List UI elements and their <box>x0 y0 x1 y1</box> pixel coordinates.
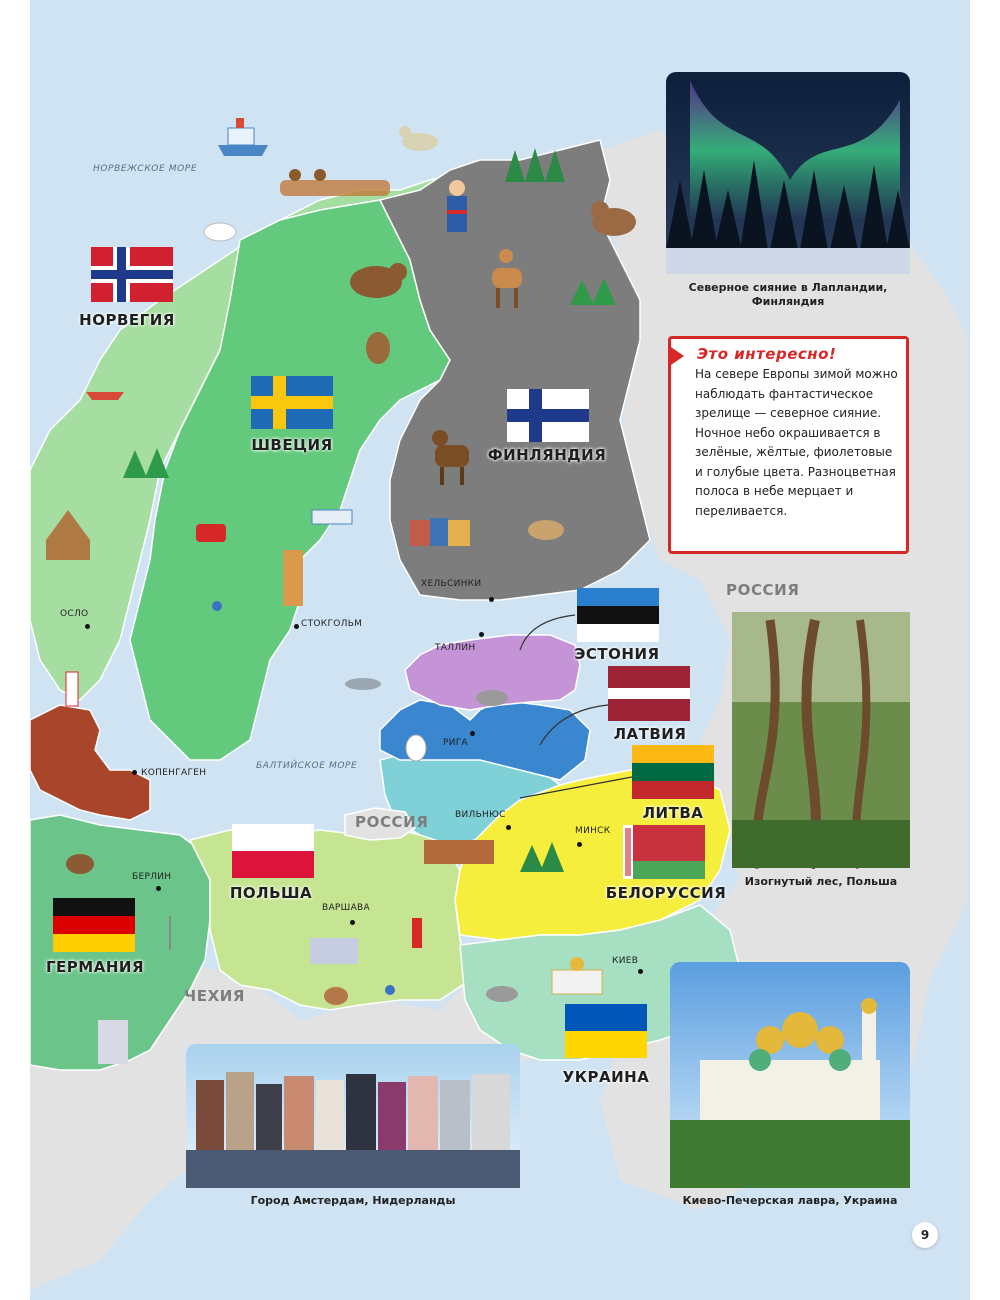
ukraine-flag <box>565 1004 647 1058</box>
country-label-sweden: ШВЕЦИЯ <box>251 436 333 454</box>
city-label-oslo: ОСЛО <box>60 609 89 619</box>
caption-lavra: Киево-Печерская лавра, Украина <box>682 1194 898 1207</box>
city-label-tallinn: ТАЛЛИН <box>435 643 476 653</box>
photo-lavra <box>670 962 910 1188</box>
city-label-riga: РИГА <box>443 738 469 748</box>
latvia-flag <box>608 666 690 721</box>
city-label-minsk: МИНСК <box>575 826 611 836</box>
folk-dancer-illustration <box>412 918 422 948</box>
city-dot-stockholm <box>294 624 299 629</box>
caption-forest: Изогнутый лес, Польша <box>744 875 898 888</box>
snowy-owl-illustration <box>406 735 426 761</box>
country-label-poland: ПОЛЬША <box>229 884 313 902</box>
lighthouse-illustration <box>66 672 78 706</box>
finland-flag <box>507 389 589 442</box>
fact-box <box>668 336 909 554</box>
country-label-belarus: БЕЛОРУССИЯ <box>605 884 727 902</box>
city-label-berlin: БЕРЛИН <box>132 872 172 882</box>
region-label-russia-east: РОССИЯ <box>726 581 800 599</box>
photo-amsterdam <box>186 1044 520 1188</box>
caption-amsterdam: Город Амстердам, Нидерланды <box>250 1194 456 1207</box>
country-label-latvia: ЛАТВИЯ <box>613 725 687 743</box>
sweden-flag <box>251 376 333 429</box>
photo-forest <box>732 612 910 868</box>
estonia-flag <box>577 588 659 642</box>
region-label-russia-kaliningrad: РОССИЯ <box>355 813 429 831</box>
country-label-germany: ГЕРМАНИЯ <box>46 958 144 976</box>
city-label-stockholm: СТОКГОЛЬМ <box>301 619 363 629</box>
fish-illustration <box>345 678 381 690</box>
caption-aurora: Северное сияние в Лапландии, Финляндия <box>688 281 888 308</box>
city-label-vilnius: ВИЛЬНЮС <box>455 810 506 820</box>
country-label-norway: НОРВЕГИЯ <box>79 311 175 329</box>
tower-illustration <box>283 550 303 606</box>
polar-fox-illustration <box>204 223 236 241</box>
city-dot-riga <box>470 731 475 736</box>
norway-flag <box>91 247 173 302</box>
city-dot-warsaw <box>350 920 355 925</box>
fact-box-arrow-icon <box>668 345 684 367</box>
photo-aurora <box>666 72 910 274</box>
sea-label-norwegian: НОРВЕЖСКОЕ МОРЕ <box>93 164 198 174</box>
city-dot-minsk <box>577 842 582 847</box>
dala-horse-illustration <box>196 524 226 542</box>
page-number: 9 <box>912 1222 938 1248</box>
city-dot-copenhagen <box>132 770 137 775</box>
country-label-lithuania: ЛИТВА <box>642 804 704 822</box>
city-dot-kyiv <box>638 969 643 974</box>
city-dot-oslo <box>85 624 90 629</box>
sami-person-illustration <box>447 180 467 232</box>
lithuania-flag <box>632 745 714 799</box>
city-label-copenhagen: КОПЕНГАГЕН <box>141 768 207 778</box>
country-label-finland: ФИНЛЯНДИЯ <box>487 446 607 464</box>
city-label-warsaw: ВАРШАВА <box>322 903 370 913</box>
owl-illustration <box>366 332 390 364</box>
city-dot-berlin <box>156 886 161 891</box>
fact-box-title: Это интересно! <box>697 345 837 363</box>
lynx-illustration <box>528 520 564 540</box>
city-dot-vilnius <box>506 825 511 830</box>
poland-flag <box>232 824 314 878</box>
houses-illustration <box>410 518 470 546</box>
germany-flag <box>53 898 135 952</box>
sea-label-baltic: БАЛТИЙСКОЕ МОРЕ <box>256 761 358 771</box>
fact-box-body: На севере Европы зимой можно наблюдать фантастическое зрелище — северное сияние. Ночное небо окрашивается в зелёные, жёлтые, фиолетовые и голубые цвета. Разноцветная полоса в небе мерцает и переливается. <box>695 367 898 518</box>
city-dot-tallinn <box>479 632 484 637</box>
belarus-flag <box>623 825 705 879</box>
ferry-illustration <box>312 510 352 524</box>
palace-illustration <box>310 938 358 964</box>
city-label-helsinki: ХЕЛЬСИНКИ <box>421 579 482 589</box>
city-dot-helsinki <box>489 597 494 602</box>
region-label-czechia: ЧЕХИЯ <box>184 987 246 1005</box>
country-label-ukraine: УКРАИНА <box>562 1068 650 1086</box>
boat-illustration <box>86 392 124 400</box>
city-label-kyiv: КИЕВ <box>612 956 639 966</box>
country-label-estonia: ЭСТОНИЯ <box>574 645 660 663</box>
